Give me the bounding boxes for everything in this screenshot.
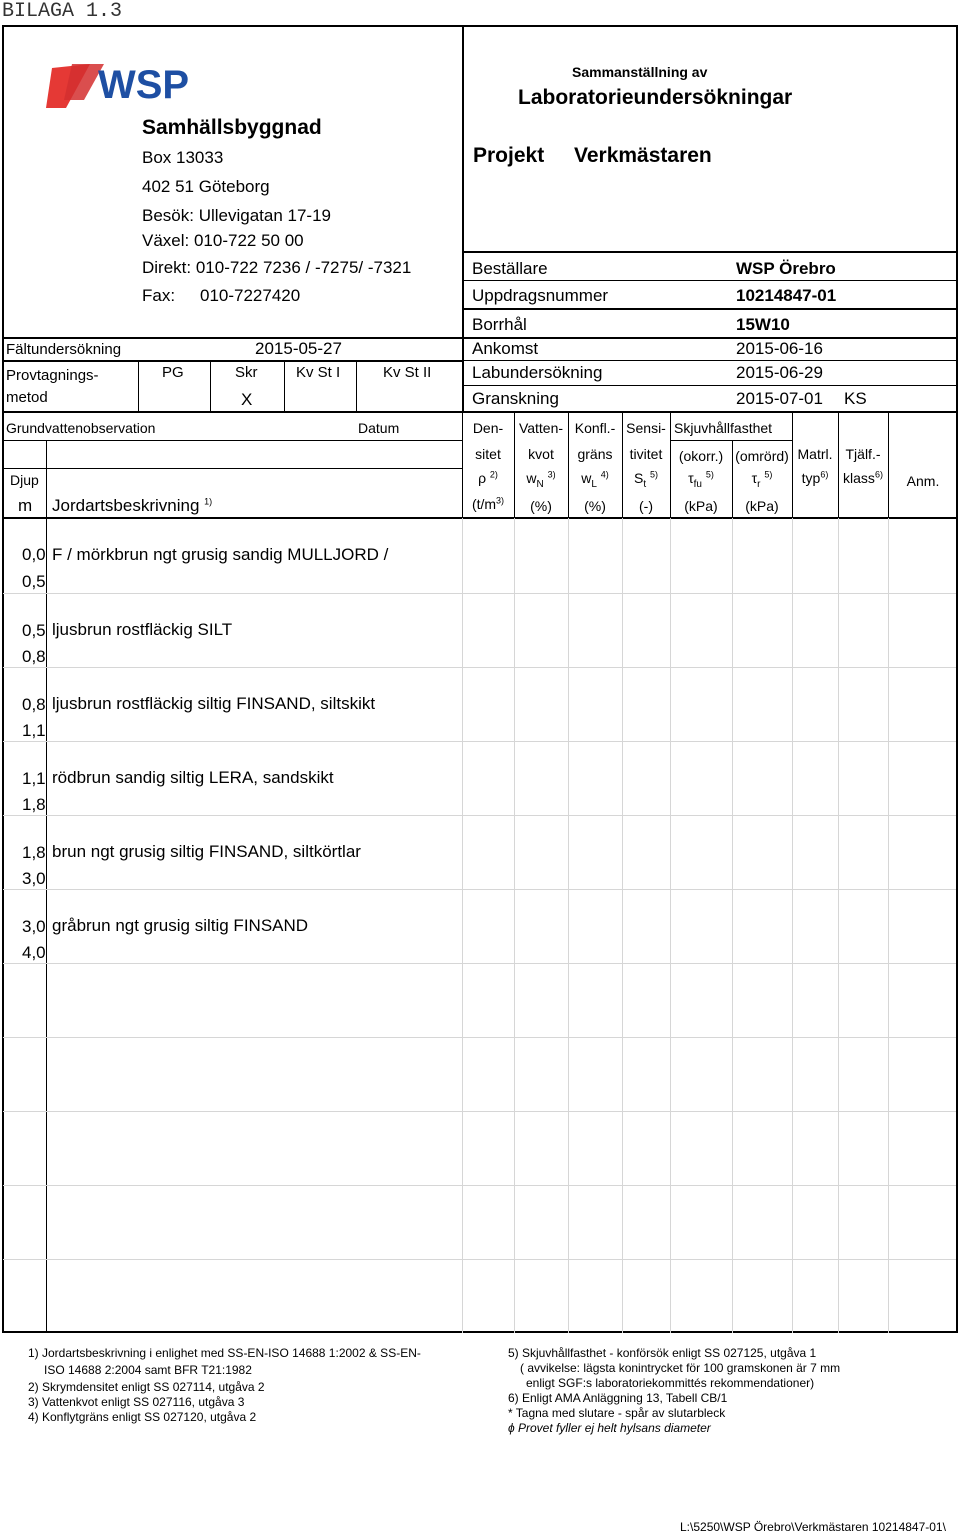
method-kv-st-2: Kv St II: [383, 364, 432, 381]
review-sign: KS: [844, 389, 867, 408]
col-depth-div: [46, 440, 47, 1333]
arrival-value: 2015-06-16: [736, 339, 823, 358]
method-kv-st-1: Kv St I: [296, 364, 341, 381]
layer-desc: ljusbrun rostfläckig siltig FINSAND, siltskikt: [52, 694, 376, 713]
review-value: 2015-07-01: [736, 389, 823, 408]
note-right-2: ( avvikelse: lägsta konintrycket för 100 gramskonen är 7 mm: [520, 1361, 841, 1375]
line-info-4: [462, 385, 958, 386]
logo-text: WSP: [98, 63, 190, 107]
grid-column-line: [732, 518, 733, 1333]
layer-from: 1,1: [22, 769, 46, 788]
gw-date-label: Datum: [358, 420, 400, 436]
layer-desc: brun ngt grusig siltig FINSAND, siltkörtlar: [52, 842, 361, 861]
assignment-label: Uppdragsnummer: [472, 286, 609, 305]
layer-to: 4,0: [22, 943, 46, 962]
line-depth-hdr: [2, 468, 46, 469]
grid-column-line: [514, 518, 515, 1333]
project-label: Projekt: [473, 144, 545, 167]
company-switchboard: Växel: 010-722 50 00: [142, 231, 304, 250]
layer-desc: rödbrun sandig siltig LERA, sandskikt: [52, 768, 334, 787]
method-div-3: [284, 360, 285, 411]
shear-b-symbol: $\tau_r$ $^{5)}$: [751, 469, 773, 490]
depth-label: Djup: [10, 472, 39, 488]
note-left-1: 1) Jordartsbeskrivning i enlighet med SS-EN-ISO 14688 1:2002 & SS-EN-: [28, 1346, 421, 1360]
company-box: Box 13033: [142, 148, 224, 167]
density-l2: sitet: [475, 446, 501, 462]
grid-row-line: [3, 593, 956, 594]
method-div-1: [138, 360, 139, 411]
summary-title: Laboratorieundersökningar: [518, 86, 793, 109]
layer-to: 1,8: [22, 795, 46, 814]
water-l2: kvot: [528, 446, 554, 462]
grid-column-line: [670, 518, 671, 1333]
company-direct: Direkt: 010-722 7236 / -7275/ -7321: [142, 258, 412, 277]
grid-column-line: [462, 518, 463, 1333]
line-method-bottom: [2, 411, 958, 413]
shear-b-unit: (kPa): [745, 498, 779, 514]
footer-path: L:\5250\WSP Örebro\Verkmästaren 10214847-01\: [680, 1520, 946, 1534]
layer-desc: gråbrun ngt grusig siltig FINSAND: [52, 916, 309, 935]
grid-column-line: [622, 518, 623, 1333]
shear-a-unit: (kPa): [684, 498, 718, 514]
borehole-label: Borrhål: [472, 315, 527, 334]
sens-l2: tivitet: [629, 446, 663, 462]
header-divider: [462, 25, 464, 412]
water-l1: Vatten-: [518, 420, 564, 436]
line-shear-hdr: [670, 440, 792, 441]
note-right-4: 6) Enligt AMA Anläggning 13, Tabell CB/1: [508, 1391, 728, 1405]
borehole-value: 15W10: [736, 315, 790, 334]
density-unit: ($t/m^{3)}$: [471, 495, 505, 512]
orderer-label: Beställare: [472, 259, 548, 278]
orderer-value: WSP Örebro: [736, 259, 836, 278]
grid-row-line: [3, 889, 956, 890]
project-value: Verkmästaren: [574, 144, 712, 167]
layer-from: 0,0: [22, 545, 46, 564]
note-right-3: enligt SGF:s laboratoriekommittés rekommendationer): [526, 1376, 815, 1390]
col-mtype-div: [838, 411, 839, 517]
line-gw: [2, 440, 462, 441]
sens-l1: Sensi-: [626, 420, 666, 436]
liquid-symbol: $w_L$ $^{4)}$: [581, 469, 609, 490]
layer-desc: F / mörkbrun ngt grusig sandig MULLJORD /: [52, 545, 389, 564]
layer-to: 3,0: [22, 869, 46, 888]
grid-row-line: [3, 1037, 956, 1038]
grid-row-line: [3, 741, 956, 742]
note-left-3: 2) Skrymdensitet enligt SS 027114, utgåva 2: [28, 1380, 265, 1394]
density-symbol: ρ $^{2)}$: [478, 469, 498, 486]
remark-label: Anm.: [906, 473, 940, 489]
water-unit: (%): [530, 498, 552, 514]
wsp-logo: [44, 58, 224, 114]
method-skr: Skr: [235, 364, 258, 381]
density-l1: Den-: [472, 420, 504, 436]
line-desc-hdr: [46, 468, 462, 469]
layer-desc: ljusbrun rostfläckig SILT: [52, 620, 233, 639]
grid-row-line: [3, 815, 956, 816]
lab-value: 2015-06-29: [736, 363, 823, 382]
summary-subtitle: Sammanställning av: [572, 64, 708, 80]
note-left-5: 4) Konflytgräns enligt SS 027120, utgåva 2: [28, 1410, 257, 1424]
note-right-5: * Tagna med slutare - spår av slutarbleck: [508, 1406, 726, 1420]
company-visit: Besök: Ullevigatan 17-19: [142, 206, 332, 225]
col-shear-div: [792, 411, 793, 517]
field-label: Fältundersökning: [6, 341, 122, 358]
liquid-l1: Konfl.-: [574, 420, 616, 436]
method-label-2: metod: [6, 389, 48, 406]
note-left-2: ISO 14688 2:2004 samt BFR T21:1982: [44, 1363, 252, 1377]
mtype-l1: Matrl.: [797, 446, 833, 462]
frost-l1: Tjälf.-: [845, 446, 881, 462]
grid-column-line: [792, 518, 793, 1333]
shear-a-l2: (okorr.): [678, 448, 724, 464]
line-info-top: [462, 251, 958, 253]
layer-from: 0,8: [22, 695, 46, 714]
grid-column-line: [568, 518, 569, 1333]
layer-to: 1,1: [22, 721, 46, 740]
layer-from: 3,0: [22, 917, 46, 936]
grid-column-line: [838, 518, 839, 1333]
assignment-value: 10214847-01: [736, 286, 837, 305]
company-fax-value: 010-7227420: [200, 286, 301, 305]
company-fax-label: Fax:: [142, 286, 176, 305]
depth-unit: m: [18, 496, 33, 515]
frost-l2: klass$^{6)}$: [843, 469, 883, 486]
review-label: Granskning: [472, 389, 559, 408]
liquid-unit: (%): [584, 498, 606, 514]
note-right-1: 5) Skjuvhållfasthet - konförsök enligt SS 027125, utgåva 1: [508, 1346, 817, 1360]
layer-from: 1,8: [22, 843, 46, 862]
line-info-1: [462, 280, 958, 281]
bilaga-label: BILAGA 1.3: [2, 0, 123, 23]
line-header-bottom: [2, 517, 958, 519]
desc-label: Jordartsbeskrivning $^{1)}$: [52, 496, 213, 515]
method-selected-mark: X: [241, 390, 253, 409]
shear-l1: Skjuvhållfasthet: [674, 420, 773, 436]
sens-symbol: $S_t$ $^{5)}$: [633, 469, 659, 490]
method-label-1: Provtagnings-: [6, 367, 99, 384]
grid-column-line: [888, 518, 889, 1333]
company-postal: 402 51 Göteborg: [142, 177, 270, 196]
grid-row-line: [3, 1259, 956, 1260]
gw-label: Grundvattenobservation: [6, 420, 156, 436]
lab-label: Labundersökning: [472, 363, 603, 382]
line-info-3: [462, 360, 958, 361]
col-frost-div: [888, 411, 889, 517]
method-div-2: [210, 360, 211, 411]
mtype-l2: typ$^{6)}$: [801, 469, 829, 486]
note-right-6: ϕ Provet fyller ej helt hylsans diameter: [508, 1421, 711, 1435]
arrival-label: Ankomst: [472, 339, 539, 358]
layer-from: 0,5: [22, 621, 46, 640]
grid-row-line: [3, 1185, 956, 1186]
line-info-2: [462, 308, 958, 310]
method-pg: PG: [162, 364, 184, 381]
sens-unit: (-): [639, 498, 653, 514]
field-date: 2015-05-27: [255, 339, 342, 358]
grid-row-line: [3, 667, 956, 668]
grid-row-line: [3, 1111, 956, 1112]
shear-a-symbol: $\tau_{fu}$ $^{5)}$: [688, 469, 714, 490]
method-div-4: [356, 360, 357, 411]
line-method-top: [2, 360, 462, 362]
company-name: Samhällsbyggnad: [142, 116, 322, 139]
layer-to: 0,5: [22, 572, 46, 591]
layer-to: 0,8: [22, 647, 46, 666]
note-left-4: 3) Vattenkvot enligt SS 027116, utgåva 3: [28, 1395, 245, 1409]
liquid-l2: gräns: [577, 446, 613, 462]
grid-row-line: [3, 963, 956, 964]
shear-b-l2: (omrörd): [735, 448, 789, 464]
water-symbol: $w_N$ $^{3)}$: [526, 469, 556, 490]
